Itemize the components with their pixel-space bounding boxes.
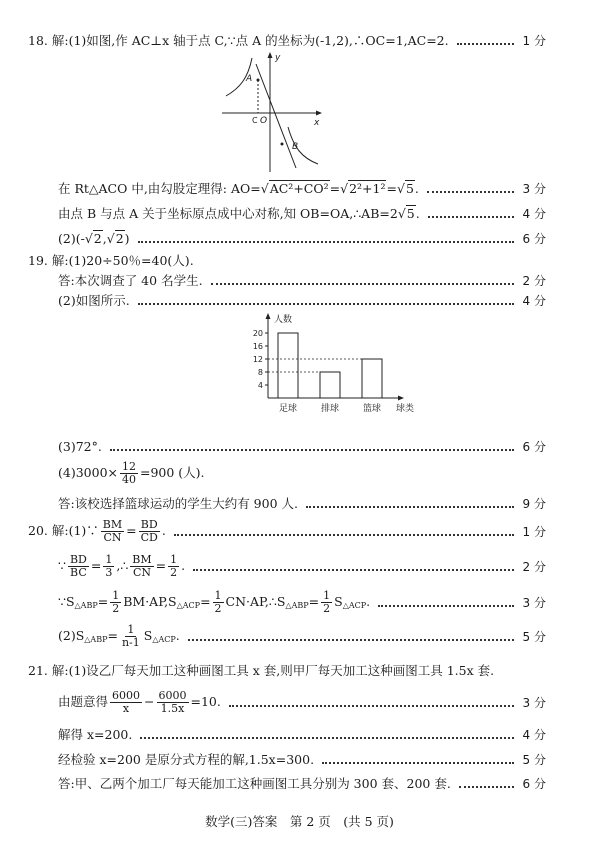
graph-label-O: O [260,116,268,126]
q18-line3: 由点 B 与点 A 关于坐标原点成中心对称,知 OB=OA,∴AB=2√5. 4 分 [58,206,546,221]
q20-line2: ∵ $\frac{BD}{BC}$ = $\frac{1}{3}$ ,∴ $\frac{BM}{CN}$ = $\frac{1}{2}$ . 2 分 [58,552,546,579]
category-label: 排球 [320,404,340,414]
fraction: $\frac{1}{n-1}$ [121,622,140,649]
bar [278,333,298,398]
score: 4 分 [522,727,546,742]
graph-label-A: A [246,74,253,84]
fraction: $\frac{1}{2}$ [112,588,120,615]
score: 4 分 [522,293,546,308]
q18-line1: 18. 解:(1)如图,作 AC⊥x 轴于点 C,∵点 A 的坐标为(-1,2),∴OC=1,AC=2. 1 分 [28,33,546,48]
fraction: $\frac{1}{2}$ [170,552,178,579]
q18-graph [218,50,328,174]
fraction: $\frac{6000}{1.5x}$ [158,688,187,715]
y-tick-label: 8 [257,368,263,377]
fraction: $\frac{1}{2}$ [214,588,222,615]
y-tick-label: 20 [252,329,263,338]
q20-line4: $(2)S_{\triangle ABP}=$ $\frac{1}{n-1}$ $S_{\triangle ACP}$. 5 分 [58,622,546,649]
score: 3 分 [522,595,546,610]
q19-line5: (4)3000× $\frac{12}{40}$ =900 (人). [58,459,205,486]
q19-line6: 答:该校选择篮球运动的学生大约有 900 人. 9 分 [58,496,546,511]
graph-label-B: B [292,142,299,152]
score: 6 分 [522,776,546,791]
q21-line2: 由题意得 $\frac{6000}{x}$ − $\frac{6000}{1.5x}$ =10. 3 分 [58,688,546,715]
fraction: $\frac{1}{2}$ [323,588,331,615]
bar [320,372,340,398]
category-label: 篮球 [362,404,382,414]
fraction: $\frac{BD}{CD}$ [140,517,158,544]
score: 3 分 [522,181,546,196]
q21-line5: 答:甲、乙两个加工厂每天能加工这种画图工具分别为 300 套、200 套. 6 分 [58,776,546,791]
fraction: $\frac{6000}{x}$ [112,688,141,715]
fraction: $\frac{12}{40}$ [122,459,136,486]
y-tick-label: 16 [252,342,263,351]
fraction: $\frac{1}{3}$ [105,552,113,579]
q19-line3: (2)如图所示. 4 分 [58,293,546,308]
score: 1 分 [522,524,546,539]
score: 5 分 [522,629,546,644]
score: 6 分 [522,231,546,246]
q20-line3: $\because S_{\triangle ABP}=$ $\frac{1}{2}$ $BM\cdot AP,S_{\triangle ACP}=$ $\frac{1}{2}$ $CN\cdot AP,\therefore S_{\triangle ABP}=$ $\frac{1}{2}$ $S_{\triangle ACP}$. 3 分 [58,588,546,615]
score: 4 分 [522,206,546,221]
score: 1 分 [522,33,546,48]
score: 2 分 [522,559,546,574]
score: 6 分 [522,439,546,454]
fraction: $\frac{BM}{CN}$ [132,552,152,579]
graph-label-x: x [314,118,320,128]
y-tick-label: 4 [257,381,263,390]
q18-line4: (2)(-√2,√2) 6 分 [58,230,546,246]
score: 9 分 [522,496,546,511]
q19-line1: 19. 解:(1)20÷50％=40(人). [28,253,194,268]
fraction: $\frac{BM}{CN}$ [102,517,123,544]
page-footer: 数学(三)答案 第 2 页 (共 5 页) [205,814,394,829]
bar-chart [240,310,430,418]
category-label: 足球 [278,404,298,414]
x-axis-label: 球类 [396,404,415,414]
graph-label-C: C [252,116,258,125]
q20-line1: 20. 解:(1)∵ $\frac{BM}{CN}$ = $\frac{BD}{CD}$ . 1 分 [28,517,546,544]
bar [362,359,382,398]
fraction: $\frac{BD}{BC}$ [69,552,87,579]
q21-line3: 解得 x=200. 4 分 [58,727,546,742]
q18-line2: 在 Rt△ACO 中,由勾股定理得: AO=√AC²+CO²=√2²+1²=√5. 3 分 [58,181,546,196]
graph-label-y: y [275,53,281,63]
score: 2 分 [522,273,546,288]
q19-line2: 答:本次调查了 40 名学生. 2 分 [58,273,546,288]
q21-line4: 经检验 x=200 是原分式方程的解,1.5x=300. 5 分 [58,752,546,767]
q19-line4: (3)72°. 6 分 [58,438,546,454]
y-axis-label: 人数 [274,315,293,325]
score: 5 分 [522,752,546,767]
y-tick-label: 12 [252,355,263,364]
score: 3 分 [522,695,546,710]
q21-line1: 21. 解:(1)设乙厂每天加工这种画图工具 x 套,则甲厂每天加工这种画图工具 1.5x 套. [28,663,495,678]
